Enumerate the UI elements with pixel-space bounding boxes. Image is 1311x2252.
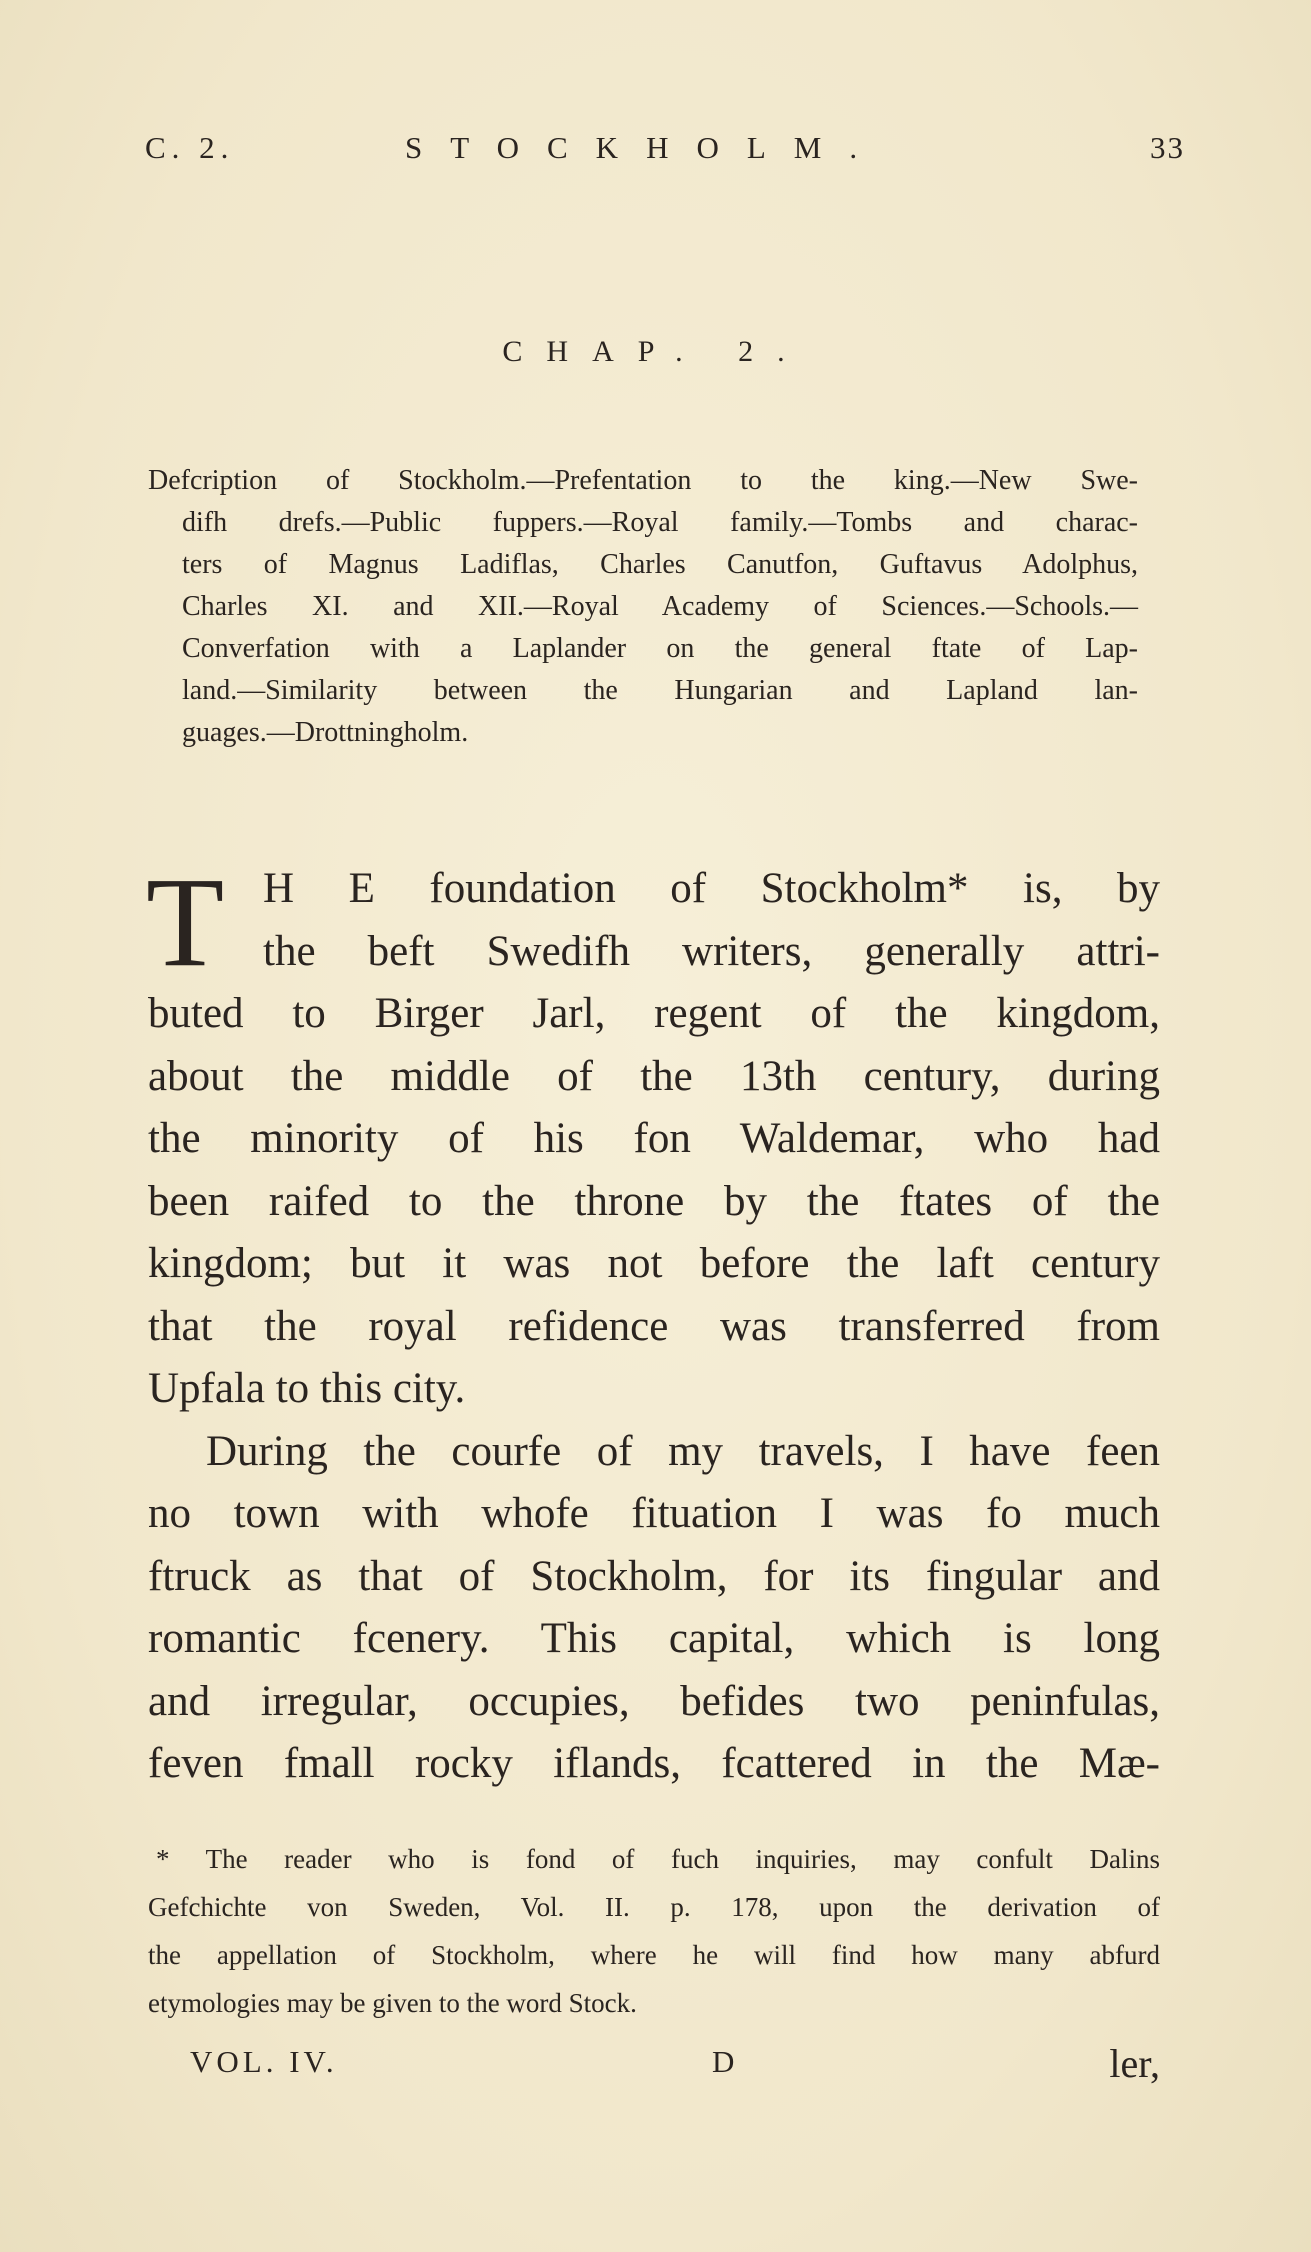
body-line: feven fmall rocky iflands, fcattered in the Mæ- bbox=[148, 1740, 1160, 1787]
body-line: that the royal refidence was transferred from bbox=[148, 1302, 1160, 1350]
body-text bbox=[146, 851, 1160, 1796]
body-line: Upfala to this city. bbox=[148, 1365, 466, 1412]
contents-line: guages.—Drottningholm. bbox=[182, 717, 469, 748]
footnote-line: Gefchichte von Sweden, Vol. II. p. 178, upon the derivation of bbox=[148, 1892, 1160, 1922]
chapter-contents bbox=[148, 460, 1138, 754]
contents-line: Converfation with a Laplander on the general ftate of Lap- bbox=[182, 633, 1138, 664]
body-line: kingdom; but it was not before the laft century bbox=[148, 1240, 1160, 1287]
body-line: ftruck as that of Stockholm, for its fingular and bbox=[148, 1552, 1160, 1600]
footnote-line: etymologies may be given to the word Stock. bbox=[148, 1988, 637, 2018]
body-line: the minority of his fon Waldemar, who had bbox=[148, 1115, 1160, 1162]
running-head bbox=[145, 130, 1185, 180]
gathering-letter: D bbox=[712, 2044, 735, 2079]
catchword: ler, bbox=[1109, 2041, 1160, 2086]
body-line: no town with whofe fituation I was fo much bbox=[148, 1490, 1160, 1537]
chapter-marker: C. 2. bbox=[145, 130, 235, 165]
chapter-heading: CHAP. 2. bbox=[502, 335, 809, 368]
body-line: buted to Birger Jarl, regent of the kingdom, bbox=[148, 990, 1160, 1037]
signature-row bbox=[190, 2040, 1160, 2090]
body-line: the beft Swedifh writers, generally attri- bbox=[263, 927, 1160, 975]
footnote bbox=[148, 1835, 1160, 2027]
page-number: 33 bbox=[1150, 130, 1185, 165]
contents-line: land.—Similarity between the Hungarian and Lapland lan- bbox=[182, 675, 1138, 706]
body-line: about the middle of the 13th century, during bbox=[148, 1052, 1160, 1100]
contents-line: difh drefs.—Public fuppers.—Royal family.—Tombs and charac- bbox=[182, 507, 1138, 538]
volume-signature: VOL. IV. bbox=[190, 2044, 338, 2079]
drop-cap: T bbox=[146, 851, 225, 993]
contents-line: Defcription of Stockholm.—Prefentation to the king.—New Swe- bbox=[148, 465, 1138, 496]
contents-line: Charles XI. and XII.—Royal Academy of Sciences.—Schools.— bbox=[182, 591, 1138, 622]
footnote-line: the appellation of Stockholm, where he will find how many abfurd bbox=[148, 1940, 1160, 1970]
body-line: romantic fcenery. This capital, which is long bbox=[148, 1615, 1160, 1662]
contents-line: ters of Magnus Ladiflas, Charles Canutfon, Guftavus Adolphus, bbox=[182, 549, 1138, 580]
body-line: and irregular, occupies, befides two peninfulas, bbox=[148, 1677, 1160, 1725]
body-line: been raifed to the throne by the ftates of the bbox=[148, 1177, 1160, 1225]
body-line: H E foundation of Stockholm* is, by bbox=[263, 865, 1160, 912]
body-line: During the courfe of my travels, I have feen bbox=[206, 1427, 1160, 1475]
footnote-line: * The reader who is fond of fuch inquiries, may confult Dalins bbox=[156, 1844, 1160, 1874]
running-title: STOCKHOLM. bbox=[405, 130, 886, 165]
